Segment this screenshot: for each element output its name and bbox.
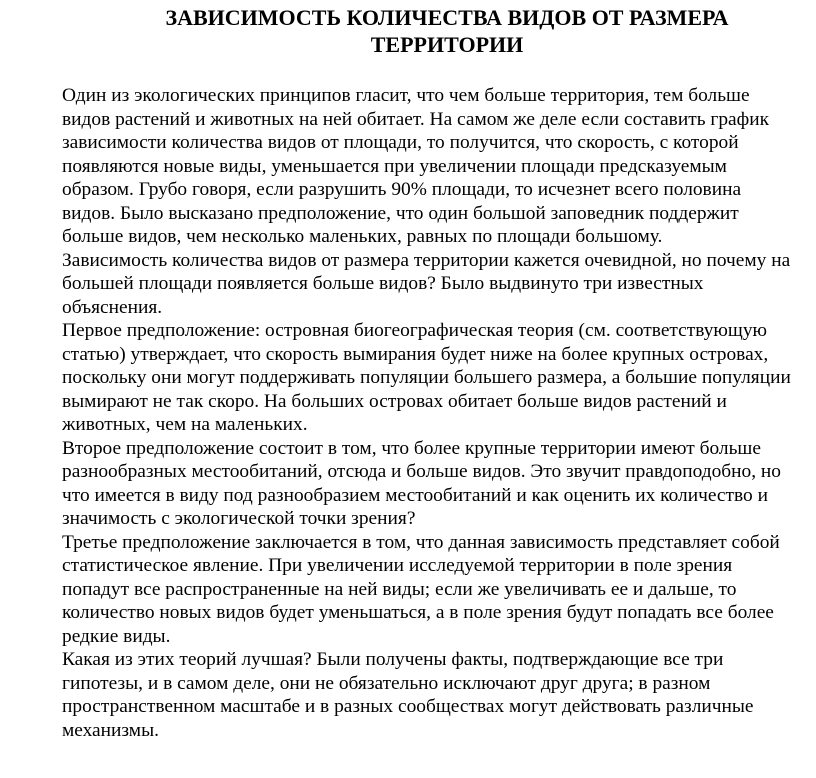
title-line-2: ТЕРРИТОРИИ: [370, 32, 524, 57]
paragraph-question: Зависимость количества видов от размера территории кажется очевидной, но почему на большей площади появляется больше видов? Было выдвинуто три известных объяснения.: [62, 249, 791, 318]
paragraph-third-hypothesis: Третье предположение заключается в том, что данная зависимость представляет собой статистическое явление. При увеличении исследуемой территории в поле зрения попадут все распространенные на ней виды; если же увеличивать ее и дальше, то количество новых видов будет уменьшаться, а в поле зрения будут попадать все более редкие виды.: [62, 531, 780, 647]
paragraph-intro: Один из экологических принципов гласит, что чем больше территория, тем больше видов растений и животных на ней обитает. На самом же деле если составить график зависимости количества видов от площади, то получится, что скорость, с которой появляются новые виды, уменьшается при увеличении площади предсказуемым образом. Грубо говоря, если разрушить 90% площади, то исчезнет всего половина видов. Было высказано предположение, что один большой заповедник поддержит больше видов, чем несколько маленьких, равных по площади большому.: [62, 85, 770, 247]
paragraph-second-hypothesis: Второе предположение состоит в том, что более крупные территории имеют больше разнообразных местообитаний, отсюда и больше видов. Это звучит правдоподобно, но что имеется в виду под разнообразием местообитаний и как оценить их количество и значимость с экологической точки зрения?: [62, 437, 781, 529]
paragraph-conclusion: Какая из этих теорий лучшая? Были получены факты, подтверждающие все три гипотезы, и в самом деле, они не обязательно исключают друг друга; в разном пространственном масштабе и в разных сообществах могут действовать различные механизмы.: [62, 649, 754, 741]
paragraph-first-hypothesis: Первое предположение: островная биогеографическая теория (см. соответствующую статью) утверждает, что скорость вымирания будет ниже на более крупных островах, поскольку они могут поддерживать популяции большего размера, а большие популяции вымирают не так скоро. На больших островах обитает больше видов растений и животных, чем на маленьких.: [62, 320, 791, 435]
title-line-1: ЗАВИСИМОСТЬ КОЛИЧЕСТВА ВИДОВ ОТ РАЗМЕРА: [165, 5, 729, 30]
document-body: [62, 84, 792, 742]
document-title: [62, 4, 792, 58]
